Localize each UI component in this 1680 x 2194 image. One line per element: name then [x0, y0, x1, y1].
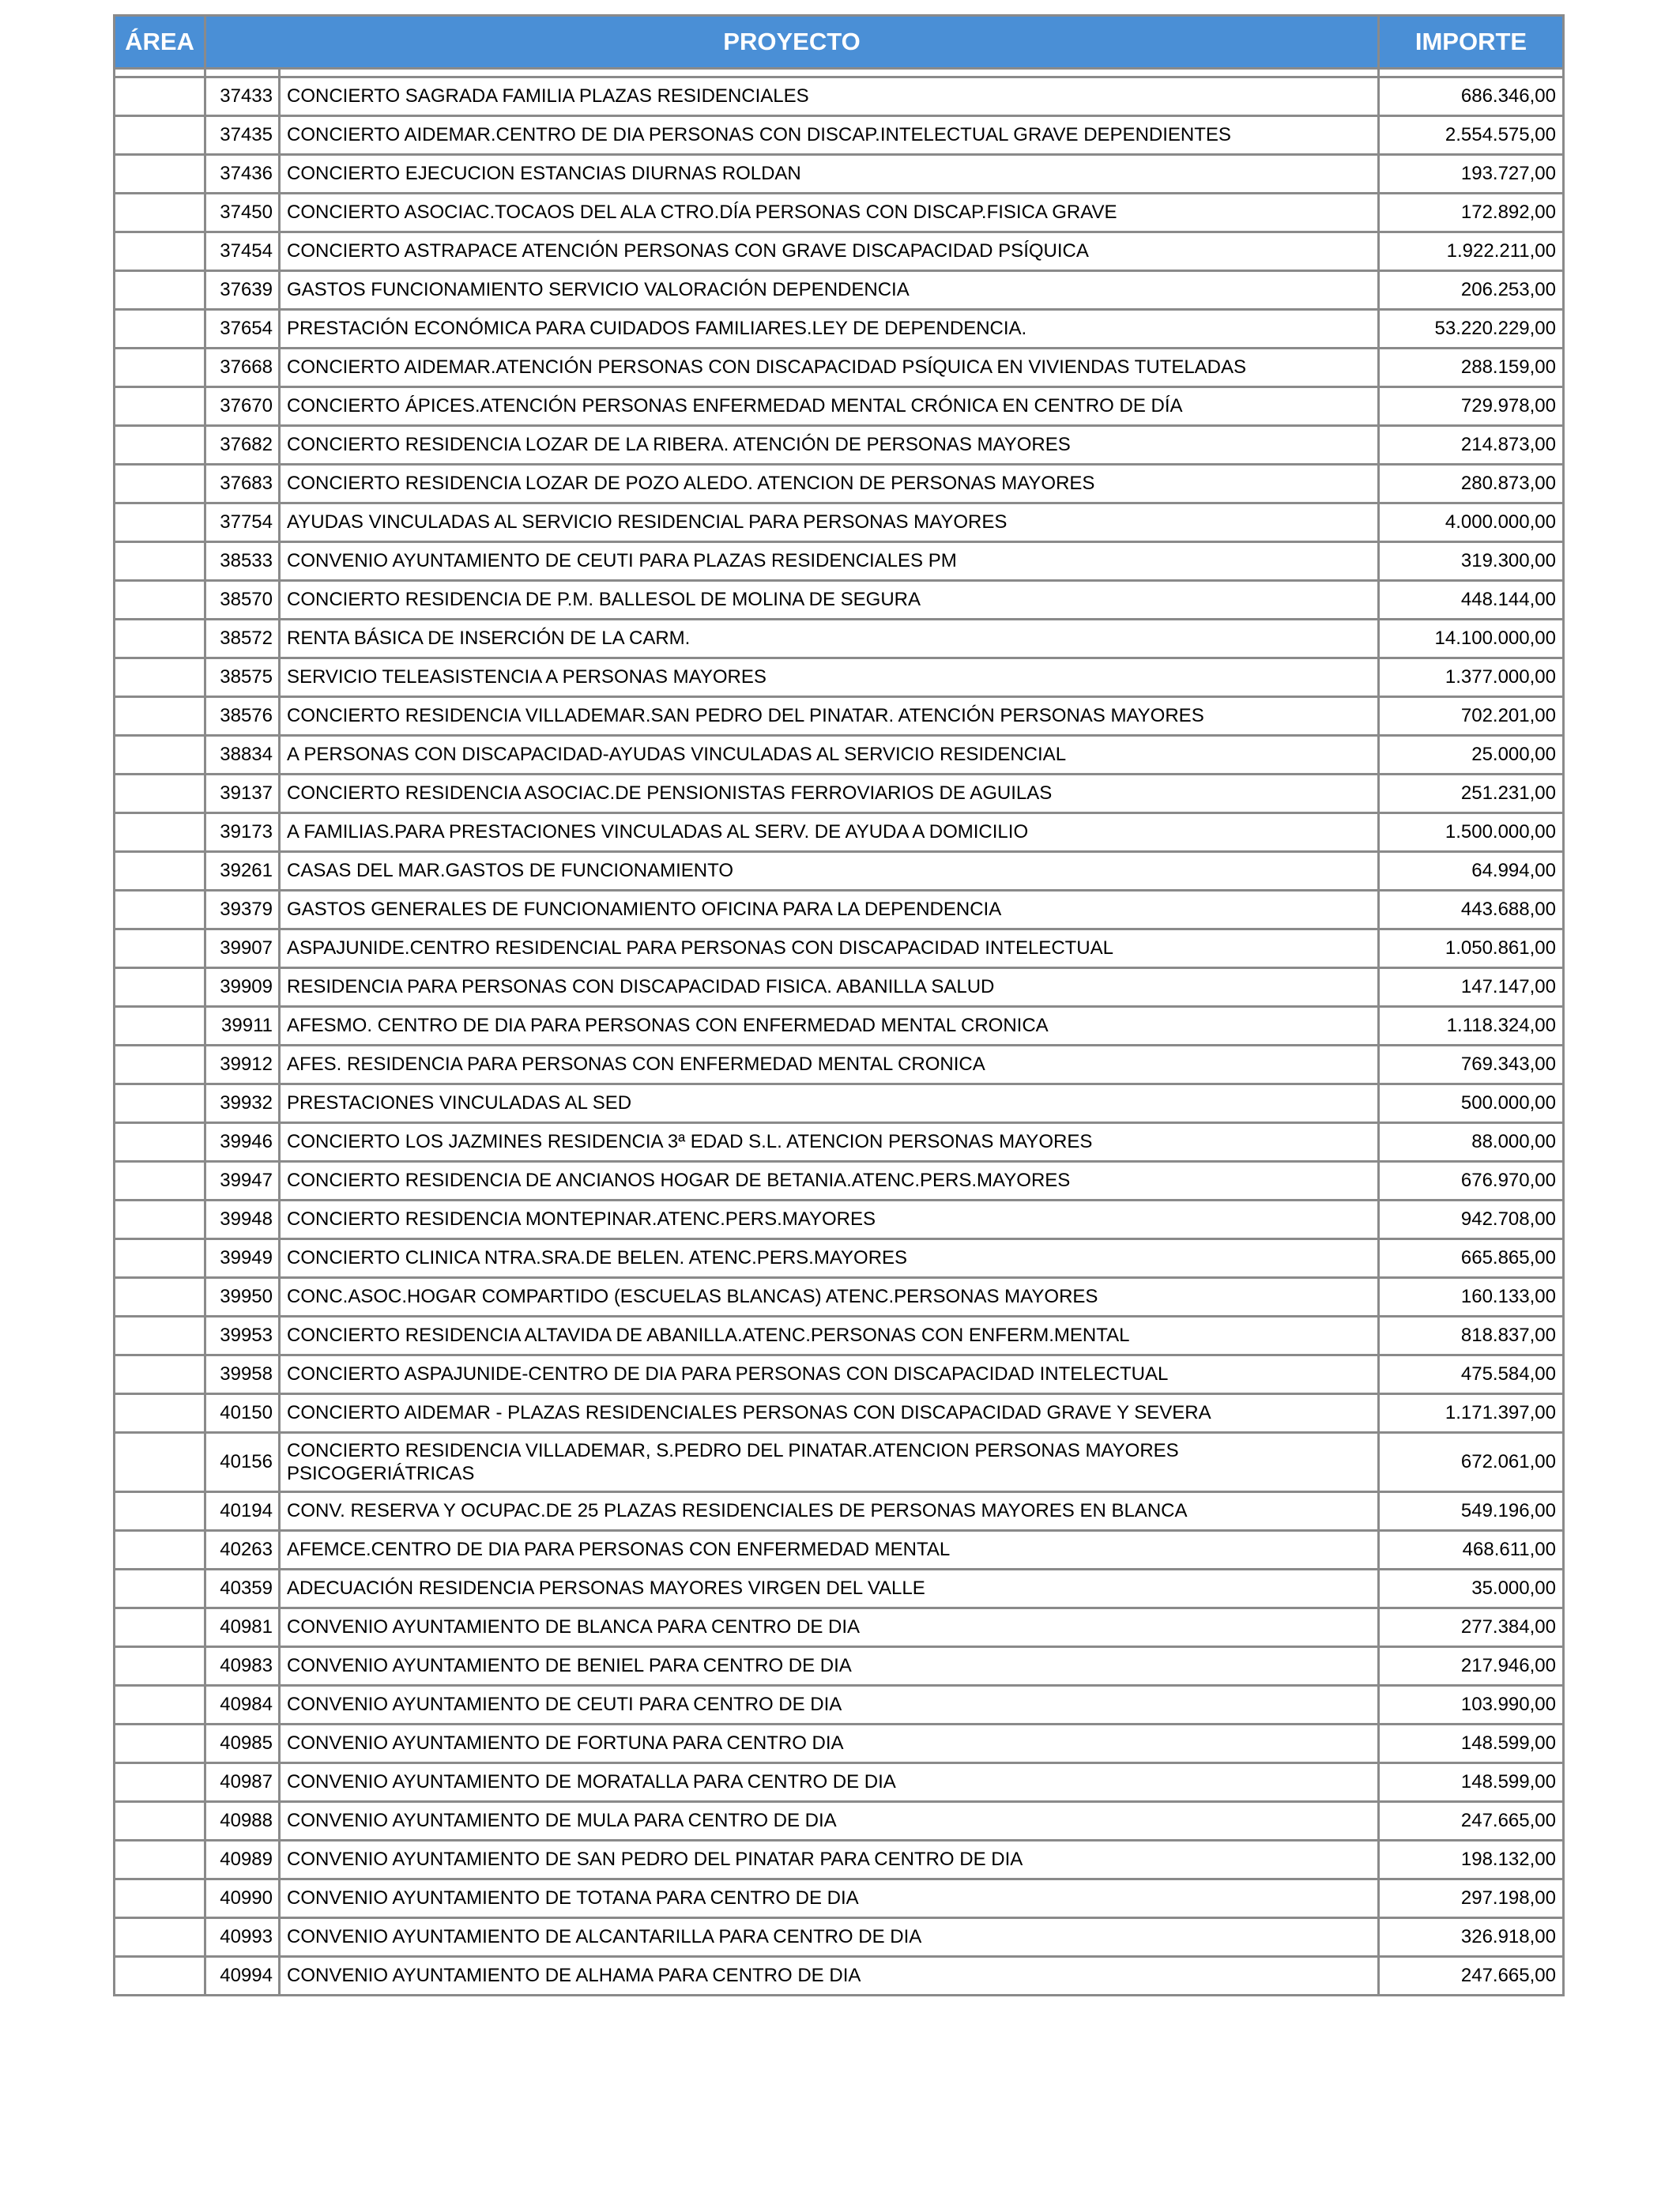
project-amount: 198.132,00: [1379, 1841, 1564, 1879]
table-body: [115, 69, 1564, 1996]
area-cell: [115, 1957, 205, 1996]
table-row: [115, 1918, 1564, 1957]
area-cell: [115, 1608, 205, 1647]
table-row: [115, 155, 1564, 194]
table-row: [115, 271, 1564, 310]
project-amount: 319.300,00: [1379, 542, 1564, 581]
area-cell: [115, 503, 205, 542]
project-name: CONCIERTO RESIDENCIA MONTEPINAR.ATENC.PERS.MAYORES: [280, 1201, 1379, 1239]
project-amount: 448.144,00: [1379, 581, 1564, 620]
project-code: 40150: [205, 1394, 280, 1433]
project-amount: 475.584,00: [1379, 1355, 1564, 1394]
project-code: 37754: [205, 503, 280, 542]
project-name: ASPAJUNIDE.CENTRO RESIDENCIAL PARA PERSONAS CON DISCAPACIDAD INTELECTUAL: [280, 929, 1379, 968]
project-code: 37654: [205, 310, 280, 349]
table-header-row: [115, 16, 1564, 69]
spacer-cell: [280, 69, 1379, 77]
area-cell: [115, 736, 205, 775]
project-name: CONCIERTO ASOCIAC.TOCAOS DEL ALA CTRO.DÍA PERSONAS CON DISCAP.FISICA GRAVE: [280, 194, 1379, 232]
table-row: [115, 1162, 1564, 1201]
table-row: [115, 1531, 1564, 1570]
table-row: [115, 1317, 1564, 1355]
table-row: [115, 658, 1564, 697]
table-row: [115, 968, 1564, 1007]
project-name: CONCIERTO RESIDENCIA DE P.M. BALLESOL DE MOLINA DE SEGURA: [280, 581, 1379, 620]
table-row: [115, 1763, 1564, 1802]
project-name: GASTOS FUNCIONAMIENTO SERVICIO VALORACIÓN DEPENDENCIA: [280, 271, 1379, 310]
project-code: 38575: [205, 658, 280, 697]
project-name: CONVENIO AYUNTAMIENTO DE SAN PEDRO DEL PINATAR PARA CENTRO DE DIA: [280, 1841, 1379, 1879]
project-code: 40983: [205, 1647, 280, 1686]
project-name: CONCIERTO RESIDENCIA ASOCIAC.DE PENSIONISTAS FERROVIARIOS DE AGUILAS: [280, 775, 1379, 813]
project-amount: 942.708,00: [1379, 1201, 1564, 1239]
project-code: 40993: [205, 1918, 280, 1957]
area-cell: [115, 1007, 205, 1046]
area-cell: [115, 1841, 205, 1879]
project-name: PRESTACIONES VINCULADAS AL SED: [280, 1084, 1379, 1123]
project-amount: 160.133,00: [1379, 1278, 1564, 1317]
project-name: CONVENIO AYUNTAMIENTO DE ALCANTARILLA PARA CENTRO DE DIA: [280, 1918, 1379, 1957]
project-name: CONV. RESERVA Y OCUPAC.DE 25 PLAZAS RESIDENCIALES DE PERSONAS MAYORES EN BLANCA: [280, 1492, 1379, 1531]
area-cell: [115, 1686, 205, 1725]
table-row: [115, 813, 1564, 852]
project-code: 39907: [205, 929, 280, 968]
project-amount: 103.990,00: [1379, 1686, 1564, 1725]
project-code: 40988: [205, 1802, 280, 1841]
area-cell: [115, 77, 205, 116]
table-row: [115, 929, 1564, 968]
table-row: [115, 697, 1564, 736]
project-code: 37454: [205, 232, 280, 271]
area-cell: [115, 1317, 205, 1355]
project-name: GASTOS GENERALES DE FUNCIONAMIENTO OFICINA PARA LA DEPENDENCIA: [280, 891, 1379, 929]
project-amount: 1.050.861,00: [1379, 929, 1564, 968]
project-code: 39909: [205, 968, 280, 1007]
area-cell: [115, 581, 205, 620]
project-code: 37639: [205, 271, 280, 310]
project-amount: 686.346,00: [1379, 77, 1564, 116]
area-cell: [115, 929, 205, 968]
project-amount: 665.865,00: [1379, 1239, 1564, 1278]
table-row: [115, 852, 1564, 891]
table-row: [115, 194, 1564, 232]
project-name: PRESTACIÓN ECONÓMICA PARA CUIDADOS FAMILIARES.LEY DE DEPENDENCIA.: [280, 310, 1379, 349]
area-cell: [115, 1879, 205, 1918]
table-row: [115, 1123, 1564, 1162]
budget-table-sheet: [113, 14, 1562, 1996]
project-amount: 818.837,00: [1379, 1317, 1564, 1355]
project-code: 38576: [205, 697, 280, 736]
project-code: 39950: [205, 1278, 280, 1317]
budget-table: [113, 14, 1565, 1996]
project-code: 39946: [205, 1123, 280, 1162]
project-amount: 88.000,00: [1379, 1123, 1564, 1162]
area-cell: [115, 1239, 205, 1278]
table-row: [115, 775, 1564, 813]
table-row: [115, 77, 1564, 116]
project-name: CONVENIO AYUNTAMIENTO DE MORATALLA PARA CENTRO DE DIA: [280, 1763, 1379, 1802]
project-name: CONCIERTO AIDEMAR.CENTRO DE DIA PERSONAS CON DISCAP.INTELECTUAL GRAVE DEPENDIENTES: [280, 116, 1379, 155]
area-cell: [115, 697, 205, 736]
project-code: 39958: [205, 1355, 280, 1394]
project-name: CONCIERTO RESIDENCIA LOZAR DE POZO ALEDO. ATENCION DE PERSONAS MAYORES: [280, 465, 1379, 503]
table-row: [115, 1802, 1564, 1841]
project-name: CONVENIO AYUNTAMIENTO DE FORTUNA PARA CENTRO DIA: [280, 1725, 1379, 1763]
project-amount: 14.100.000,00: [1379, 620, 1564, 658]
area-cell: [115, 1725, 205, 1763]
project-amount: 206.253,00: [1379, 271, 1564, 310]
project-amount: 172.892,00: [1379, 194, 1564, 232]
project-code: 37670: [205, 387, 280, 426]
area-cell: [115, 349, 205, 387]
table-row: [115, 503, 1564, 542]
area-cell: [115, 1647, 205, 1686]
table-row: [115, 426, 1564, 465]
area-cell: [115, 891, 205, 929]
project-code: 39379: [205, 891, 280, 929]
project-code: 37436: [205, 155, 280, 194]
project-name: CONCIERTO RESIDENCIA VILLADEMAR, S.PEDRO DEL PINATAR.ATENCION PERSONAS MAYORES PSICOGERIÁTRICAS: [280, 1433, 1379, 1492]
table-row: [115, 1647, 1564, 1686]
project-code: 40987: [205, 1763, 280, 1802]
table-row: [115, 349, 1564, 387]
project-code: 40156: [205, 1433, 280, 1492]
area-cell: [115, 1531, 205, 1570]
project-code: 39912: [205, 1046, 280, 1084]
project-amount: 1.922.211,00: [1379, 232, 1564, 271]
project-amount: 35.000,00: [1379, 1570, 1564, 1608]
area-cell: [115, 1162, 205, 1201]
project-name: CONCIERTO RESIDENCIA DE ANCIANOS HOGAR DE BETANIA.ATENC.PERS.MAYORES: [280, 1162, 1379, 1201]
spacer-cell: [115, 69, 205, 77]
area-cell: [115, 1570, 205, 1608]
table-row: [115, 1957, 1564, 1996]
project-amount: 4.000.000,00: [1379, 503, 1564, 542]
spacer-cell: [205, 69, 280, 77]
project-code: 40359: [205, 1570, 280, 1608]
area-cell: [115, 271, 205, 310]
area-cell: [115, 1394, 205, 1433]
project-code: 37435: [205, 116, 280, 155]
project-amount: 676.970,00: [1379, 1162, 1564, 1201]
project-amount: 64.994,00: [1379, 852, 1564, 891]
table-row: [115, 387, 1564, 426]
table-row: [115, 542, 1564, 581]
project-name: CONVENIO AYUNTAMIENTO DE BLANCA PARA CENTRO DE DIA: [280, 1608, 1379, 1647]
project-code: 40994: [205, 1957, 280, 1996]
project-name: CONCIERTO AIDEMAR.ATENCIÓN PERSONAS CON DISCAPACIDAD PSÍQUICA EN VIVIENDAS TUTELADAS: [280, 349, 1379, 387]
project-amount: 1.118.324,00: [1379, 1007, 1564, 1046]
project-code: 38570: [205, 581, 280, 620]
area-cell: [115, 116, 205, 155]
area-cell: [115, 155, 205, 194]
project-code: 37450: [205, 194, 280, 232]
project-name: AFEMCE.CENTRO DE DIA PARA PERSONAS CON ENFERMEDAD MENTAL: [280, 1531, 1379, 1570]
header-proyecto: PROYECTO: [205, 16, 1379, 69]
area-cell: [115, 1802, 205, 1841]
project-name: CONCIERTO ÁPICES.ATENCIÓN PERSONAS ENFERMEDAD MENTAL CRÓNICA EN CENTRO DE DÍA: [280, 387, 1379, 426]
table-row: [115, 620, 1564, 658]
project-name: AYUDAS VINCULADAS AL SERVICIO RESIDENCIAL PARA PERSONAS MAYORES: [280, 503, 1379, 542]
header-area: ÁREA: [115, 16, 205, 69]
table-row: [115, 232, 1564, 271]
table-row: [115, 1879, 1564, 1918]
project-code: 39932: [205, 1084, 280, 1123]
project-name: CONVENIO AYUNTAMIENTO DE TOTANA PARA CENTRO DE DIA: [280, 1879, 1379, 1918]
project-code: 37668: [205, 349, 280, 387]
project-name: CONCIERTO LOS JAZMINES RESIDENCIA 3ª EDAD S.L. ATENCION PERSONAS MAYORES: [280, 1123, 1379, 1162]
area-cell: [115, 620, 205, 658]
area-cell: [115, 775, 205, 813]
project-name: A FAMILIAS.PARA PRESTACIONES VINCULADAS AL SERV. DE AYUDA A DOMICILIO: [280, 813, 1379, 852]
table-row: [115, 1492, 1564, 1531]
project-amount: 214.873,00: [1379, 426, 1564, 465]
table-row: [115, 1046, 1564, 1084]
project-name: AFESMO. CENTRO DE DIA PARA PERSONAS CON ENFERMEDAD MENTAL CRONICA: [280, 1007, 1379, 1046]
area-cell: [115, 852, 205, 891]
area-cell: [115, 1123, 205, 1162]
area-cell: [115, 1918, 205, 1957]
area-cell: [115, 1763, 205, 1802]
area-cell: [115, 1084, 205, 1123]
project-name: CONVENIO AYUNTAMIENTO DE CEUTI PARA PLAZAS RESIDENCIALES PM: [280, 542, 1379, 581]
project-code: 40194: [205, 1492, 280, 1531]
project-name: RESIDENCIA PARA PERSONAS CON DISCAPACIDAD FISICA. ABANILLA SALUD: [280, 968, 1379, 1007]
area-cell: [115, 426, 205, 465]
header-spacer-row: [115, 69, 1564, 77]
table-row: [115, 891, 1564, 929]
project-name: CONCIERTO RESIDENCIA VILLADEMAR.SAN PEDRO DEL PINATAR. ATENCIÓN PERSONAS MAYORES: [280, 697, 1379, 736]
project-code: 40981: [205, 1608, 280, 1647]
table-row: [115, 736, 1564, 775]
project-code: 40263: [205, 1531, 280, 1570]
project-name: CONVENIO AYUNTAMIENTO DE BENIEL PARA CENTRO DE DIA: [280, 1647, 1379, 1686]
project-amount: 193.727,00: [1379, 155, 1564, 194]
spacer-cell: [1379, 69, 1564, 77]
table-row: [115, 1355, 1564, 1394]
project-name: CONVENIO AYUNTAMIENTO DE CEUTI PARA CENTRO DE DIA: [280, 1686, 1379, 1725]
project-name: SERVICIO TELEASISTENCIA A PERSONAS MAYORES: [280, 658, 1379, 697]
project-code: 37682: [205, 426, 280, 465]
area-cell: [115, 194, 205, 232]
project-amount: 549.196,00: [1379, 1492, 1564, 1531]
table-row: [115, 1686, 1564, 1725]
project-amount: 1.377.000,00: [1379, 658, 1564, 697]
area-cell: [115, 1355, 205, 1394]
project-amount: 53.220.229,00: [1379, 310, 1564, 349]
area-cell: [115, 232, 205, 271]
project-amount: 251.231,00: [1379, 775, 1564, 813]
project-code: 39173: [205, 813, 280, 852]
table-row: [115, 1433, 1564, 1492]
area-cell: [115, 813, 205, 852]
table-row: [115, 1278, 1564, 1317]
area-cell: [115, 1201, 205, 1239]
project-amount: 148.599,00: [1379, 1763, 1564, 1802]
project-amount: 247.665,00: [1379, 1802, 1564, 1841]
project-amount: 288.159,00: [1379, 349, 1564, 387]
table-row: [115, 1201, 1564, 1239]
header-importe: IMPORTE: [1379, 16, 1564, 69]
project-name: CONCIERTO ASPAJUNIDE-CENTRO DE DIA PARA PERSONAS CON DISCAPACIDAD INTELECTUAL: [280, 1355, 1379, 1394]
project-amount: 2.554.575,00: [1379, 116, 1564, 155]
area-cell: [115, 310, 205, 349]
project-code: 39953: [205, 1317, 280, 1355]
project-code: 40989: [205, 1841, 280, 1879]
project-amount: 468.611,00: [1379, 1531, 1564, 1570]
project-code: 39947: [205, 1162, 280, 1201]
project-code: 40985: [205, 1725, 280, 1763]
area-cell: [115, 387, 205, 426]
project-amount: 500.000,00: [1379, 1084, 1564, 1123]
project-code: 39911: [205, 1007, 280, 1046]
project-code: 39261: [205, 852, 280, 891]
project-amount: 147.147,00: [1379, 968, 1564, 1007]
project-amount: 280.873,00: [1379, 465, 1564, 503]
project-name: A PERSONAS CON DISCAPACIDAD-AYUDAS VINCULADAS AL SERVICIO RESIDENCIAL: [280, 736, 1379, 775]
table-row: [115, 1007, 1564, 1046]
project-amount: 443.688,00: [1379, 891, 1564, 929]
project-amount: 702.201,00: [1379, 697, 1564, 736]
table-row: [115, 310, 1564, 349]
project-code: 38533: [205, 542, 280, 581]
project-amount: 297.198,00: [1379, 1879, 1564, 1918]
project-amount: 148.599,00: [1379, 1725, 1564, 1763]
project-name: CONCIERTO EJECUCION ESTANCIAS DIURNAS ROLDAN: [280, 155, 1379, 194]
project-amount: 729.978,00: [1379, 387, 1564, 426]
table-row: [115, 1239, 1564, 1278]
project-code: 38834: [205, 736, 280, 775]
project-amount: 247.665,00: [1379, 1957, 1564, 1996]
project-amount: 672.061,00: [1379, 1433, 1564, 1492]
project-code: 37683: [205, 465, 280, 503]
project-name: RENTA BÁSICA DE INSERCIÓN DE LA CARM.: [280, 620, 1379, 658]
table-row: [115, 1725, 1564, 1763]
table-row: [115, 1570, 1564, 1608]
table-row: [115, 1841, 1564, 1879]
project-amount: 769.343,00: [1379, 1046, 1564, 1084]
project-code: 37433: [205, 77, 280, 116]
table-row: [115, 1608, 1564, 1647]
project-name: CONCIERTO RESIDENCIA LOZAR DE LA RIBERA. ATENCIÓN DE PERSONAS MAYORES: [280, 426, 1379, 465]
table-row: [115, 581, 1564, 620]
project-code: 40990: [205, 1879, 280, 1918]
project-amount: 326.918,00: [1379, 1918, 1564, 1957]
area-cell: [115, 658, 205, 697]
project-name: CONCIERTO AIDEMAR - PLAZAS RESIDENCIALES PERSONAS CON DISCAPACIDAD GRAVE Y SEVERA: [280, 1394, 1379, 1433]
project-name: CASAS DEL MAR.GASTOS DE FUNCIONAMIENTO: [280, 852, 1379, 891]
project-code: 39949: [205, 1239, 280, 1278]
area-cell: [115, 465, 205, 503]
table-row: [115, 1394, 1564, 1433]
table-row: [115, 116, 1564, 155]
project-code: 38572: [205, 620, 280, 658]
project-code: 39137: [205, 775, 280, 813]
project-amount: 217.946,00: [1379, 1647, 1564, 1686]
project-name: AFES. RESIDENCIA PARA PERSONAS CON ENFERMEDAD MENTAL CRONICA: [280, 1046, 1379, 1084]
table-row: [115, 465, 1564, 503]
project-amount: 1.500.000,00: [1379, 813, 1564, 852]
project-code: 39948: [205, 1201, 280, 1239]
area-cell: [115, 1046, 205, 1084]
area-cell: [115, 1492, 205, 1531]
project-amount: 277.384,00: [1379, 1608, 1564, 1647]
project-name: CONCIERTO SAGRADA FAMILIA PLAZAS RESIDENCIALES: [280, 77, 1379, 116]
area-cell: [115, 968, 205, 1007]
area-cell: [115, 1278, 205, 1317]
project-name: CONVENIO AYUNTAMIENTO DE ALHAMA PARA CENTRO DE DIA: [280, 1957, 1379, 1996]
project-name: ADECUACIÓN RESIDENCIA PERSONAS MAYORES VIRGEN DEL VALLE: [280, 1570, 1379, 1608]
project-name: CONCIERTO ASTRAPACE ATENCIÓN PERSONAS CON GRAVE DISCAPACIDAD PSÍQUICA: [280, 232, 1379, 271]
project-name: CONC.ASOC.HOGAR COMPARTIDO (ESCUELAS BLANCAS) ATENC.PERSONAS MAYORES: [280, 1278, 1379, 1317]
project-amount: 25.000,00: [1379, 736, 1564, 775]
project-amount: 1.171.397,00: [1379, 1394, 1564, 1433]
area-cell: [115, 1433, 205, 1492]
table-row: [115, 1084, 1564, 1123]
project-name: CONVENIO AYUNTAMIENTO DE MULA PARA CENTRO DE DIA: [280, 1802, 1379, 1841]
project-code: 40984: [205, 1686, 280, 1725]
area-cell: [115, 542, 205, 581]
project-name: CONCIERTO RESIDENCIA ALTAVIDA DE ABANILLA.ATENC.PERSONAS CON ENFERM.MENTAL: [280, 1317, 1379, 1355]
project-name: CONCIERTO CLINICA NTRA.SRA.DE BELEN. ATENC.PERS.MAYORES: [280, 1239, 1379, 1278]
